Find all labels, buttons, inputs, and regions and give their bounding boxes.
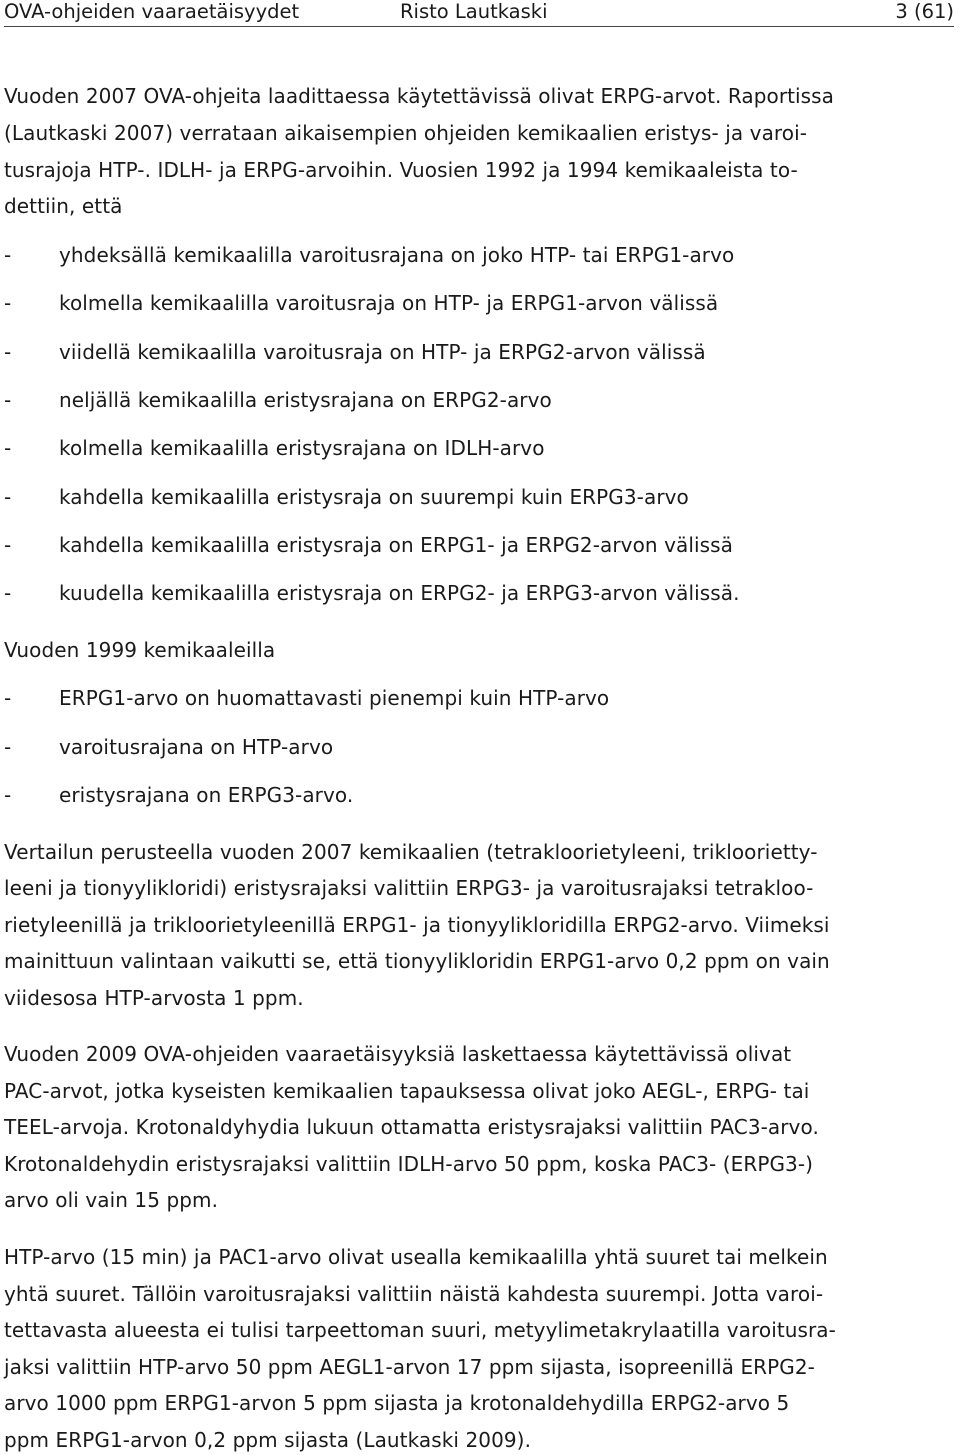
paragraph-line: Vertailun perusteella vuoden 2007 kemikaalien (tetrakloorietyleeni, trikloorietty-: [4, 840, 818, 864]
header-page-number: 3 (61): [895, 0, 954, 23]
paragraph-line: mainittuun valintaan vaikutti se, että tionyylikloridin ERPG1-arvo 0,2 ppm on vain: [4, 949, 830, 973]
list-marker: -: [4, 485, 12, 509]
paragraph-line: dettiin, että: [4, 194, 123, 218]
paragraph-line: jaksi valittiin HTP-arvo 50 ppm AEGL1-arvon 17 ppm sijasta, isopreenillä ERPG2-: [4, 1355, 815, 1379]
paragraph-line: tettavasta alueesta ei tulisi tarpeettoman suuri, metyylimetakrylaatilla varoitusra-: [4, 1318, 836, 1342]
list-marker: -: [4, 581, 12, 605]
list-item: kolmella kemikaalilla eristysrajana on IDLH-arvo: [59, 436, 545, 460]
paragraph-line: Krotonaldehydin eristysrajaksi valittiin IDLH-arvo 50 ppm, koska PAC3- (ERPG3-): [4, 1152, 814, 1176]
list-item: kahdella kemikaalilla eristysraja on suurempi kuin ERPG3-arvo: [59, 485, 689, 509]
paragraph-line: yhtä suuret. Tällöin varoitusrajaksi valittiin näistä kahdesta suurempi. Jotta varoi-: [4, 1282, 824, 1306]
paragraph-1999-intro: Vuoden 1999 kemikaaleilla: [4, 638, 276, 662]
list-item: yhdeksällä kemikaalilla varoitusrajana on joko HTP- tai ERPG1-arvo: [59, 243, 735, 267]
paragraph-line: tusrajoja HTP-. IDLH- ja ERPG-arvoihin. Vuosien 1992 ja 1994 kemikaaleista to-: [4, 158, 798, 182]
page-header: [4, 0, 954, 27]
paragraph-line: arvo 1000 ppm ERPG1-arvon 5 ppm sijasta ja krotonaldehydilla ERPG2-arvo 5: [4, 1391, 790, 1415]
paragraph-line: Vuoden 2009 OVA-ohjeiden vaaraetäisyyksiä laskettaessa käytettävissä olivat: [4, 1042, 792, 1066]
paragraph-line: TEEL-arvoja. Krotonaldyhydia lukuun ottamatta eristysrajaksi valittiin PAC3-arvo.: [4, 1115, 819, 1139]
list-marker: -: [4, 533, 12, 557]
list-marker: -: [4, 243, 12, 267]
header-author: Risto Lautkaski: [400, 0, 548, 23]
list-marker: -: [4, 783, 12, 807]
paragraph-line: arvo oli vain 15 ppm.: [4, 1188, 219, 1212]
paragraph-line: leeni ja tionyylikloridi) eristysrajaksi valittiin ERPG3- ja varoitusrajaksi tetrakloo-: [4, 876, 814, 900]
header-title: OVA-ohjeiden vaaraetäisyydet: [4, 0, 300, 23]
list-marker: -: [4, 686, 12, 710]
list-item: eristysrajana on ERPG3-arvo.: [59, 783, 354, 807]
paragraph-line: HTP-arvo (15 min) ja PAC1-arvo olivat usealla kemikaalilla yhtä suuret tai melkein: [4, 1245, 828, 1269]
list-marker: -: [4, 291, 12, 315]
list-marker: -: [4, 340, 12, 364]
list-item: kolmella kemikaalilla varoitusraja on HTP- ja ERPG1-arvon välissä: [59, 291, 719, 315]
paragraph-line: ppm ERPG1-arvon 0,2 ppm sijasta (Lautkaski 2009).: [4, 1428, 532, 1452]
paragraph-line: (Lautkaski 2007) verrataan aikaisempien ohjeiden kemikaalien eristys- ja varoi-: [4, 121, 808, 145]
list-marker: -: [4, 735, 12, 759]
paragraph-line: viidesosa HTP-arvosta 1 ppm.: [4, 986, 304, 1010]
list-marker: -: [4, 436, 12, 460]
list-item: neljällä kemikaalilla eristysrajana on ERPG2-arvo: [59, 388, 552, 412]
paragraph-line: PAC-arvot, jotka kyseisten kemikaalien tapauksessa olivat joko AEGL-, ERPG- tai: [4, 1079, 810, 1103]
list-marker: -: [4, 388, 12, 412]
list-item: viidellä kemikaalilla varoitusraja on HTP- ja ERPG2-arvon välissä: [59, 340, 706, 364]
list-item: kuudella kemikaalilla eristysraja on ERPG2- ja ERPG3-arvon välissä.: [59, 581, 740, 605]
paragraph-line: rietyleenillä ja trikloorietyleenillä ERPG1- ja tionyylikloridilla ERPG2-arvo. Viimeksi: [4, 913, 830, 937]
list-item: varoitusrajana on HTP-arvo: [59, 735, 334, 759]
paragraph-line: Vuoden 2007 OVA-ohjeita laadittaessa käytettävissä olivat ERPG-arvot. Raportissa: [4, 84, 835, 108]
list-item: ERPG1-arvo on huomattavasti pienempi kuin HTP-arvo: [59, 686, 610, 710]
list-item: kahdella kemikaalilla eristysraja on ERPG1- ja ERPG2-arvon välissä: [59, 533, 733, 557]
